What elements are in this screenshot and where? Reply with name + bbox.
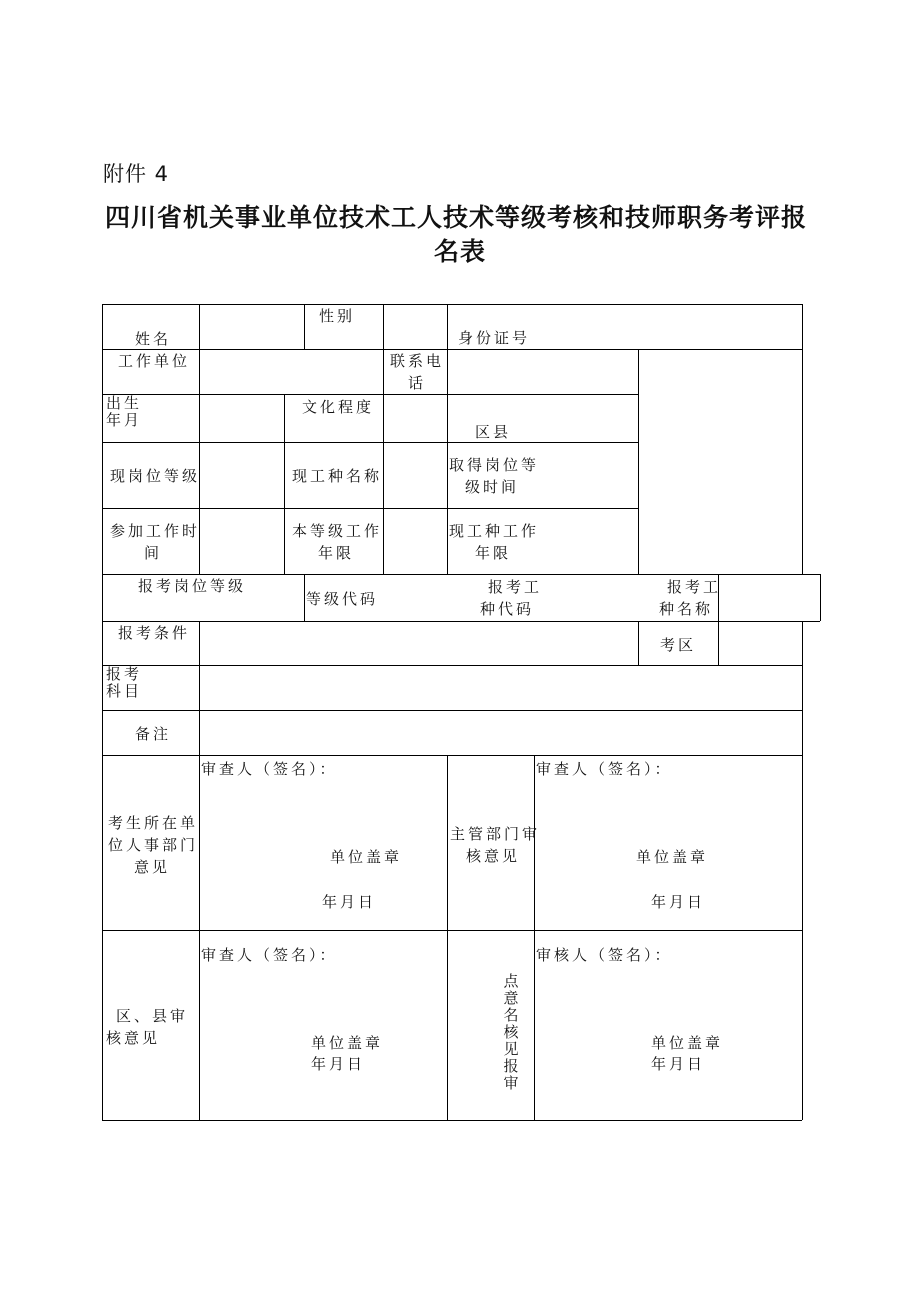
phone-label [390,350,444,394]
id-number-label: 身份证号 [458,329,531,347]
current-level-label: 现岗位等级 [110,467,201,485]
name-label: 姓名 [135,330,172,348]
grid-line [447,755,448,1120]
reviewer-sign-2: 审查人（签名）： [536,760,673,778]
level-years-line1: 本等级工作 [292,522,383,540]
seal-3: 单位盖章 [311,1034,384,1052]
education-label: 文化程度 [302,398,375,416]
remarks-label: 备注 [135,725,172,743]
unit-hr-line2: 位人事部门 [108,836,199,854]
seal-4: 单位盖章 [651,1034,724,1052]
grid-line [383,304,384,574]
start-work-line1: 参加工作时 [110,522,201,540]
grid-line [102,1120,802,1121]
reviewer-sign-1: 审查人（签名）： [201,760,338,778]
grid-line [102,304,802,305]
subject-line1: 报考 [106,665,143,683]
unit-hr-line3: 意见 [134,858,171,876]
level-years-label [292,520,382,564]
gender-label: 性别 [319,307,356,325]
obtain-time-label [449,454,539,498]
birth-label-line2: 年月 [106,411,143,429]
form-title-line1: 四川省机关事业单位技术工人技术等级考核和技师职务考评报 [105,203,808,232]
date-4: 年月日 [651,1055,706,1073]
district-opinion-label [106,1005,188,1049]
conditions-label: 报考条件 [118,624,191,642]
grid-line [102,508,638,509]
level-code-label: 等级代码 [306,590,379,608]
grid-line [102,394,638,395]
grid-line [304,574,305,621]
attachment-label: 附件 4 [103,162,170,186]
grid-line [102,442,638,443]
grid-line [820,574,821,621]
subject-line2: 科目 [106,682,143,700]
subject-label [106,666,142,700]
trade-name-line1: 报考工 [667,578,722,596]
grid-line [102,621,820,622]
trade-code-line2: 种代码 [480,600,535,618]
trade-years-label [449,520,539,564]
form-title-line2: 名表 [434,237,487,266]
obtain-time-line2: 级时间 [465,478,520,496]
birth-label-line1: 出生 [106,394,143,412]
trade-years-line2: 年限 [475,544,512,562]
work-unit-label: 工作单位 [118,352,191,370]
current-trade-label: 现工种名称 [292,467,383,485]
unit-hr-opinion-label [108,812,198,878]
trade-code-line1: 报考工 [488,578,543,596]
seal-2: 单位盖章 [636,848,709,866]
district-line2: 核意见 [106,1029,161,1047]
birth-label [106,395,142,429]
apply-level-label: 报考岗位等级 [138,577,247,595]
trade-code-label [480,576,542,620]
grid-line [534,755,535,1120]
grid-line [304,304,305,349]
trade-years-line1: 现工种工作 [449,522,540,540]
trade-name-line2: 种名称 [659,600,714,618]
date-1: 年月日 [322,893,377,911]
phone-label-line2: 话 [408,374,427,392]
unit-hr-line1: 考生所在单 [108,814,199,832]
start-work-label [110,520,200,564]
exam-point-opinion-label: 点 意 名 核 见 报 审 [503,972,519,1092]
grid-line [102,755,802,756]
district-line1: 区、县审 [116,1007,189,1025]
start-work-line2: 间 [144,544,163,562]
obtain-time-line1: 取得岗位等 [449,456,540,474]
dept-line2: 核意见 [466,847,521,865]
district-label: 区县 [475,423,512,441]
grid-line [802,304,803,574]
phone-label-line1: 联系电 [390,352,445,370]
date-3: 年月日 [311,1055,366,1073]
grid-line [102,349,802,350]
grid-line [284,394,285,574]
grid-line [102,710,802,711]
exam-area-label: 考区 [660,636,697,654]
reviewer-sign-3: 审查人（签名）： [201,946,338,964]
seal-1: 单位盖章 [330,848,403,866]
grid-line [638,349,639,574]
trade-name-label [659,576,721,620]
auditor-sign: 审核人（签名）： [536,946,673,964]
date-2: 年月日 [651,893,706,911]
grid-line [102,665,802,666]
grid-line [199,621,200,1120]
grid-line [638,621,639,665]
dept-opinion-label [450,823,540,867]
dept-line1: 主管部门审 [450,825,541,843]
level-years-line2: 年限 [318,544,355,562]
grid-line [802,621,803,1120]
grid-line [102,930,802,931]
grid-line [447,304,448,574]
grid-line [102,304,103,1120]
